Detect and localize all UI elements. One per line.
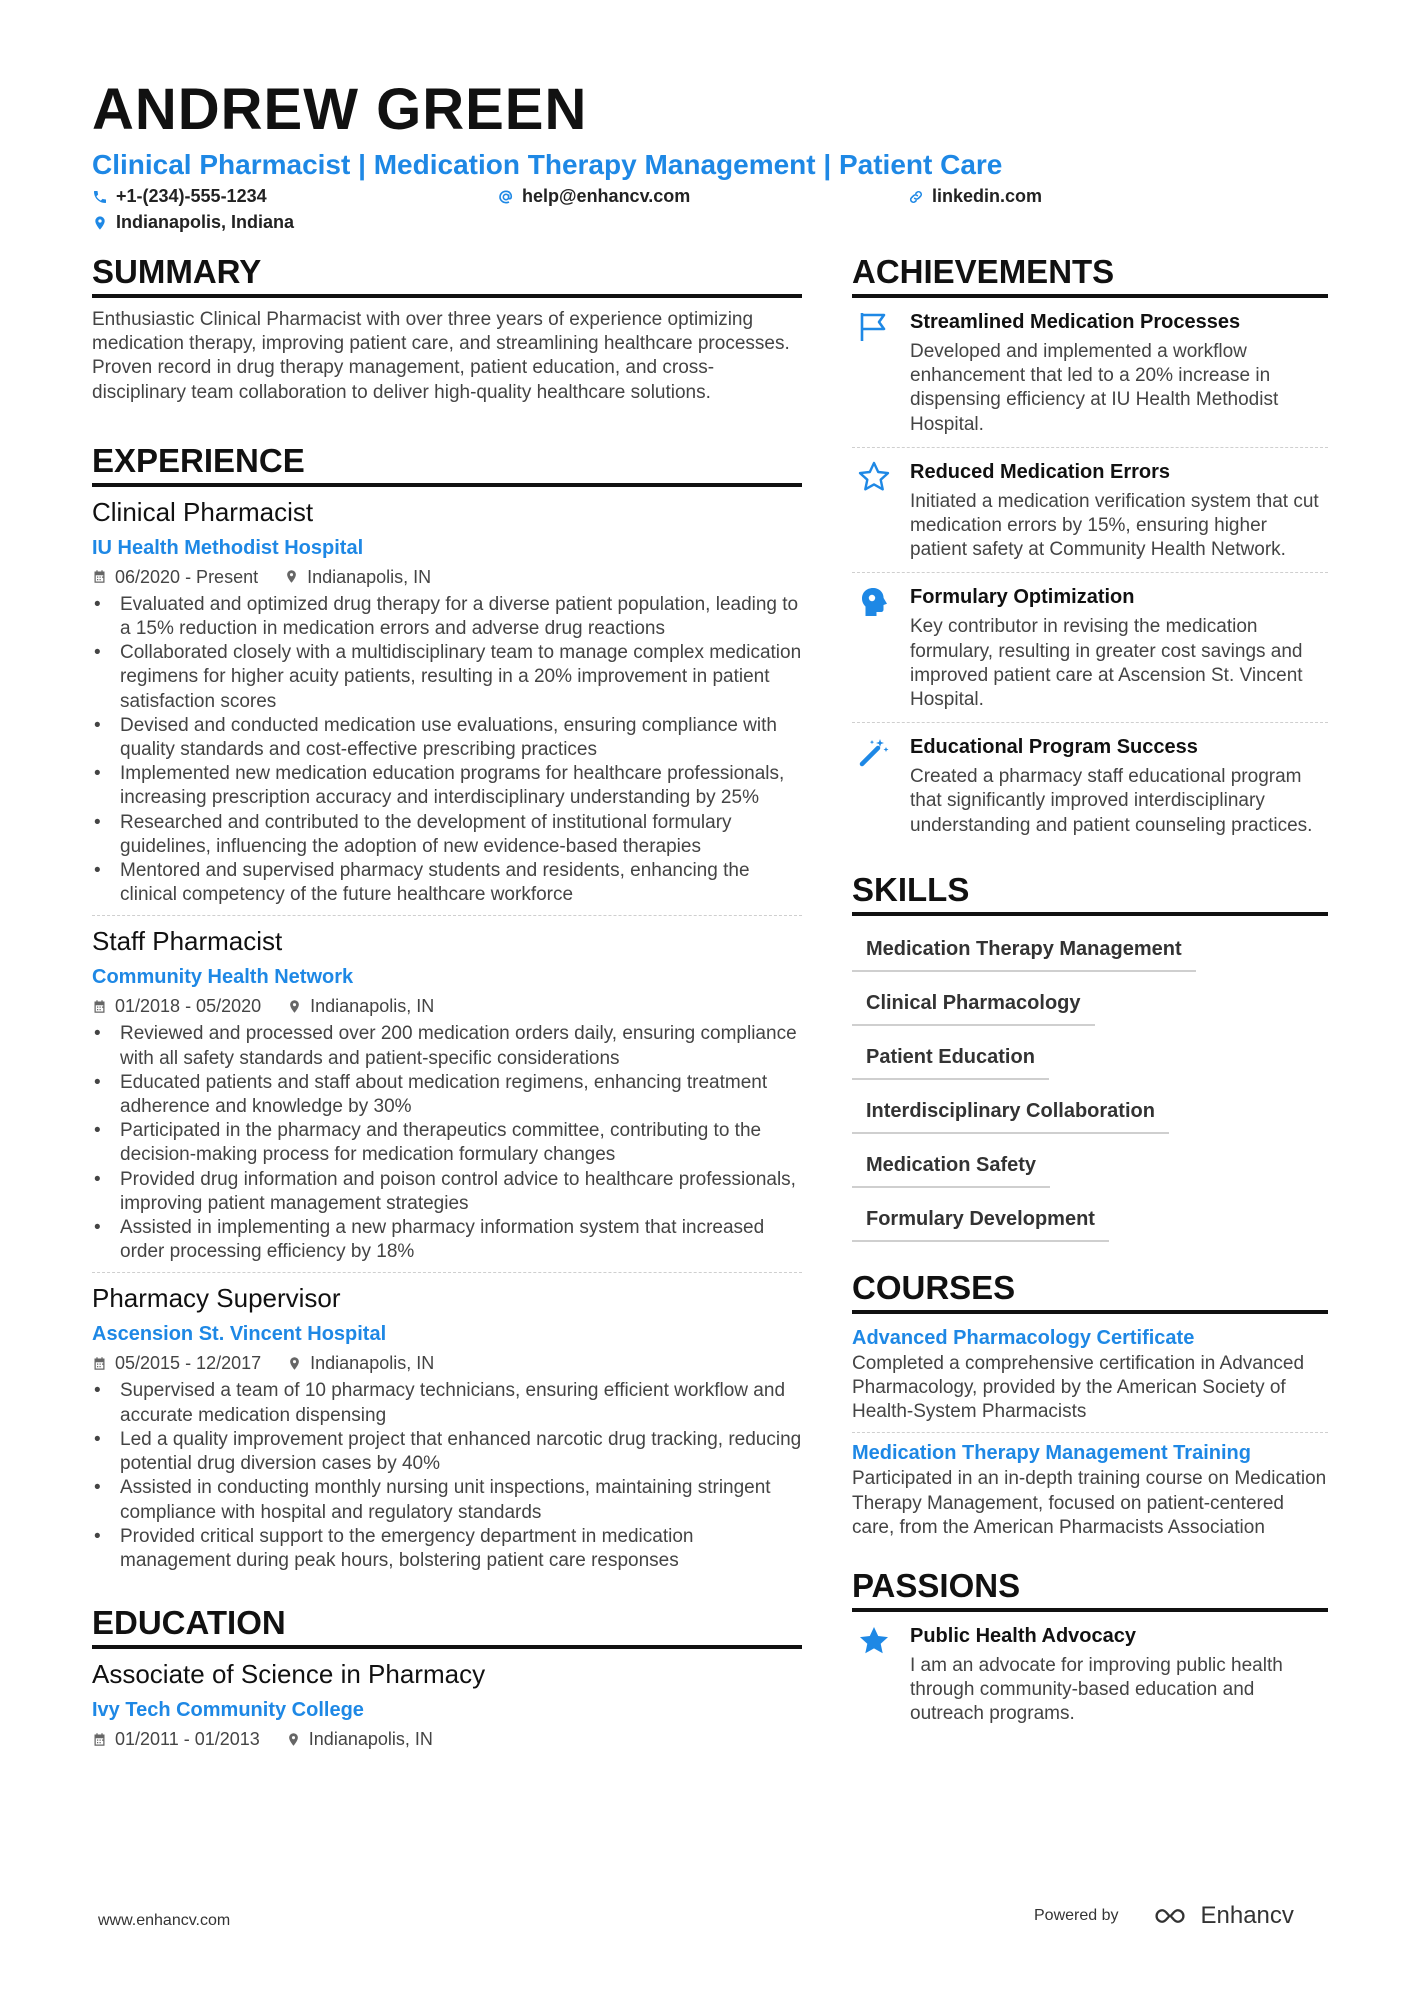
passions-heading: PASSIONS	[852, 1566, 1328, 1612]
right-column	[852, 252, 1328, 1737]
location-pin-icon	[92, 215, 108, 231]
summary-heading: SUMMARY	[92, 252, 802, 298]
job-bullets	[92, 1379, 802, 1573]
course-desc: Participated in an in-depth training course on Medication Therapy Management, focused on patient-centered care, from the American Pharmacists Association	[852, 1468, 1327, 1538]
bullet-item: • Led a quality improvement project that enhanced narcotic drug tracking, reducing potential drug diversion cases by 40%	[92, 1428, 802, 1476]
resume-header	[92, 78, 1332, 238]
bullet-item: • Implemented new medication education programs for healthcare professionals, increasing prescription accuracy and interdisciplinary understanding by 25%	[92, 762, 802, 810]
linkedin-contact[interactable]	[908, 186, 1042, 207]
phone-contact[interactable]	[92, 186, 267, 207]
achievement-desc: Initiated a medication verification system that cut medication errors by 15%, ensuring higher patient safety at Community Health Network.	[910, 490, 1319, 561]
left-column	[92, 252, 802, 1753]
skill-tag: Formulary Development	[852, 1196, 1109, 1242]
job-title: Staff Pharmacist	[92, 926, 283, 957]
phone-text: +1-(234)-555-1234	[116, 186, 267, 206]
candidate-name: ANDREW GREEN	[92, 77, 588, 142]
calendar-icon	[92, 1732, 107, 1747]
achievement-desc: Developed and implemented a workflow enhancement that led to a 20% increase in dispensing efficiency at IU Health Methodist Hospital.	[910, 341, 1279, 435]
job-dates: 05/2015 - 12/2017	[115, 1353, 262, 1374]
email-contact[interactable]	[498, 186, 690, 207]
experience-entry	[92, 1281, 802, 1573]
bullet-item: • Researched and contributed to the development of institutional formulary guidelines, influencing the adoption of new evidence-based therapies	[92, 811, 802, 859]
calendar-icon	[92, 569, 107, 584]
bullet-item: • Assisted in implementing a new pharmacy information system that increased order processing efficiency by 18%	[92, 1216, 802, 1264]
achievement-item	[852, 723, 1328, 848]
courses-heading: COURSES	[852, 1268, 1328, 1314]
achievement-title: Formulary Optimization	[910, 586, 1135, 609]
bullet-item: • Devised and conducted medication use evaluations, ensuring compliance with quality standards and cost-effective prescribing practices	[92, 714, 802, 762]
job-title: Clinical Pharmacist	[92, 496, 314, 527]
bullet-item: • Collaborated closely with a multidisciplinary team to manage complex medication regimens for higher acuity patients, resulting in a 20% improvement in patient satisfaction scores	[92, 641, 802, 714]
achievement-item	[852, 298, 1328, 447]
job-location: Indianapolis, IN	[310, 1353, 435, 1374]
calendar-icon	[92, 999, 107, 1014]
skill-tag: Interdisciplinary Collaboration	[852, 1088, 1169, 1134]
divider	[92, 1272, 802, 1273]
course-desc: Completed a comprehensive certification in Advanced Pharmacology, provided by the American Society of Health-System Pharmacists	[852, 1352, 1305, 1423]
location-text: Indianapolis, Indiana	[116, 212, 295, 232]
education-heading: EDUCATION	[92, 1603, 802, 1649]
head-icon	[857, 585, 891, 619]
magic-wand-icon	[857, 735, 891, 769]
linkedin-text: linkedin.com	[932, 186, 1043, 206]
location-pin-icon	[284, 569, 299, 584]
company-name[interactable]: Community Health Network	[92, 966, 354, 989]
experience-entry	[92, 495, 802, 908]
link-icon	[908, 189, 924, 205]
bullet-item: • Provided drug information and poison control advice to healthcare professionals, improving patient management strategies	[92, 1168, 802, 1216]
contact-row-2	[92, 212, 1332, 238]
location-contact	[92, 212, 294, 233]
flag-icon	[857, 310, 891, 344]
phone-icon	[92, 189, 108, 205]
skill-tag: Medication Therapy Management	[852, 926, 1196, 972]
calendar-icon	[92, 1356, 107, 1371]
passion-item	[852, 1612, 1328, 1737]
job-meta	[92, 992, 802, 1020]
achievement-item	[852, 448, 1328, 573]
summary-text: Enthusiastic Clinical Pharmacist with over three years of experience optimizing medication therapy, improving patient care, and streamlining healthcare processes. Proven record in drug therapy management, patient education, and cross-disciplinary team collaboration to deliver high-quality healthcare solutions.	[92, 309, 790, 403]
star-filled-icon	[857, 1624, 891, 1658]
job-location: Indianapolis, IN	[310, 996, 435, 1017]
bullet-item: • Assisted in conducting monthly nursing unit inspections, maintaining stringent compliance with hospital and regulatory standards	[92, 1476, 802, 1524]
star-outline-icon	[857, 460, 891, 494]
divider	[852, 1432, 1328, 1433]
education-dates: 01/2011 - 01/2013	[115, 1729, 260, 1750]
achievement-desc: Key contributor in revising the medication formulary, resulting in greater cost savings and improved patient care at Ascension St. Vincent Hospital.	[910, 616, 1303, 711]
degree-title: Associate of Science in Pharmacy	[92, 1659, 486, 1690]
experience-entry	[92, 924, 802, 1264]
bullet-item: • Participated in the pharmacy and therapeutics committee, contributing to the decision-making process for medication formulary changes	[92, 1119, 802, 1167]
company-name[interactable]: Ascension St. Vincent Hospital	[92, 1323, 387, 1346]
course-item	[852, 1439, 1328, 1540]
brand-name: Enhancv	[1200, 1902, 1294, 1929]
course-item	[852, 1324, 1328, 1425]
company-name[interactable]: IU Health Methodist Hospital	[92, 536, 364, 559]
passion-title: Public Health Advocacy	[910, 1625, 1136, 1648]
job-dates: 01/2018 - 05/2020	[115, 996, 262, 1017]
bullet-item: • Supervised a team of 10 pharmacy technicians, ensuring efficient workflow and accurate medication dispensing	[92, 1379, 802, 1427]
footer-website[interactable]: www.enhancv.com	[98, 1912, 231, 1929]
divider	[92, 915, 802, 916]
skill-tag: Medication Safety	[852, 1142, 1050, 1188]
bullet-item: • Provided critical support to the emergency department in medication management during peak hours, bolstering patient care responses	[92, 1525, 802, 1573]
powered-by-label: Powered by	[1034, 1907, 1119, 1924]
achievement-title: Reduced Medication Errors	[910, 460, 1171, 483]
enhancv-logo-icon	[1147, 1904, 1193, 1928]
location-pin-icon	[287, 1356, 302, 1371]
experience-heading: EXPERIENCE	[92, 441, 802, 487]
achievements-heading: ACHIEVEMENTS	[852, 252, 1328, 298]
job-location: Indianapolis, IN	[307, 566, 432, 587]
achievement-item	[852, 573, 1328, 722]
contact-row-1	[92, 186, 1332, 212]
education-meta	[92, 1725, 802, 1753]
bullet-item: • Mentored and supervised pharmacy students and residents, enhancing the clinical competency of the future healthcare workforce	[92, 859, 802, 907]
skills-heading: SKILLS	[852, 870, 1328, 916]
job-dates: 06/2020 - Present	[115, 566, 259, 587]
education-entry	[92, 1657, 802, 1753]
skill-tag: Patient Education	[852, 1034, 1049, 1080]
bullet-item: • Evaluated and optimized drug therapy for a diverse patient population, leading to a 15% reduction in medication errors and adverse drug reactions	[92, 593, 802, 641]
course-title[interactable]: Advanced Pharmacology Certificate	[852, 1326, 1195, 1349]
bullet-item: • Reviewed and processed over 200 medication orders daily, ensuring compliance with all safety standards and patient-specific considerations	[92, 1022, 802, 1070]
job-bullets	[92, 1022, 802, 1264]
achievement-title: Streamlined Medication Processes	[910, 311, 1241, 333]
passion-desc: I am an advocate for improving public health through community-based education and outreach programs.	[910, 1655, 1283, 1725]
job-meta	[92, 1349, 802, 1377]
skill-tag: Clinical Pharmacology	[852, 980, 1095, 1026]
email-text: help@enhancv.com	[522, 186, 691, 206]
job-bullets	[92, 593, 802, 908]
location-pin-icon	[286, 1732, 301, 1747]
candidate-title: Clinical Pharmacist | Medication Therapy Management | Patient Care	[92, 149, 1003, 180]
location-pin-icon	[287, 999, 302, 1014]
school-name[interactable]: Ivy Tech Community College	[92, 1699, 364, 1722]
at-icon	[498, 189, 514, 205]
job-title: Pharmacy Supervisor	[92, 1283, 341, 1314]
achievement-desc: Created a pharmacy staff educational program that significantly improved interdisciplinary understanding and patient counseling practices.	[910, 766, 1313, 836]
education-location: Indianapolis, IN	[308, 1729, 433, 1750]
job-meta	[92, 563, 802, 591]
course-title[interactable]: Medication Therapy Management Training	[852, 1442, 1251, 1465]
footer-brand[interactable]	[1034, 1902, 1294, 1930]
achievement-title: Educational Program Success	[910, 736, 1198, 759]
skills-list	[852, 918, 1328, 1242]
bullet-item: • Educated patients and staff about medication regimens, enhancing treatment adherence and knowledge by 30%	[92, 1071, 802, 1119]
